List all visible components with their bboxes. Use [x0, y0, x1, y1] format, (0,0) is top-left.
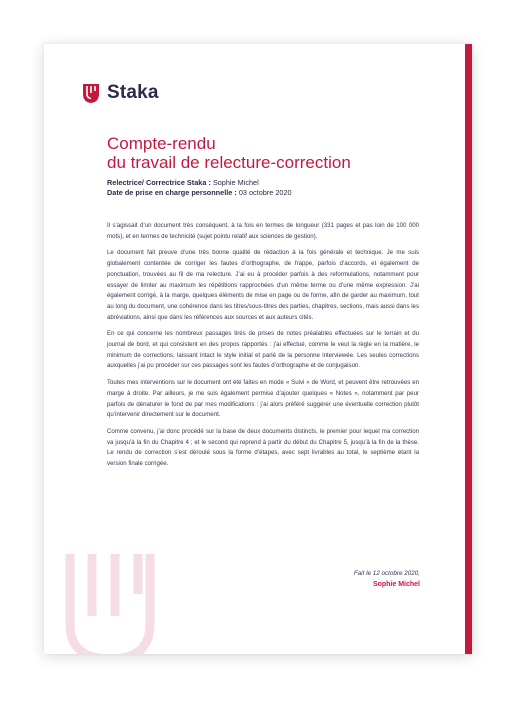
- paragraph: Il s’agissait d’un document très conséquent, à la fois en termes de longueur (331 pages et pas loin de 100 000 mots), et en termes de technicité (sujet pointu relatif aux sciences de gestion).: [107, 222, 419, 240]
- document-page: [44, 44, 472, 654]
- document-title: [107, 134, 427, 172]
- corrector-label: Relectrice/ Correctrice Staka :: [107, 178, 211, 187]
- paragraph: Comme convenu, j’ai donc procédé sur la base de deux documents distincts, le premier pour lequel ma correction va jusqu’à la fin du Chapitre 4 ; et le second qui reprend à partir du début du Chapitre 5, jusqu’à la fin de la thèse. Le rendu de correction s’est déroulé sous la forme d’étapes, avec sept livrables au total, le septième étant la version finale corrigée.: [107, 427, 419, 468]
- date-value: 03 octobre 2020: [238, 188, 292, 197]
- title-line-1: Compte-rendu: [107, 134, 216, 153]
- paragraph: En ce qui concerne les nombreux passages tirés de prises de notes préalables effectuées sur le terrain et du journal de bord, et qui consistent en des propos rapportés : j’ai effectué, comme le veut la règle en la matière, le minimum de corrections, laissant intact le style initial et parlé de la personne interviewée. Les seules corrections auxquelles j’ai pu procéder sur ces passages sont les fautes d’orthographe et de conjugaison.: [107, 330, 419, 370]
- signature-date: Fait le 12 octobre 2020,: [353, 570, 420, 577]
- paragraph: Le document fait preuve d’une très bonne qualité de rédaction à la fois générale et technique. Je me suis globalement contentée de corriger les fautes d’orthographe, de frappe, parfois d’accords, et également de ponctuation, trouvées au fil de ma relecture. J’ai eu à procéder parfois à des reformulations, notamment pour essayer de limiter au maximum les répétitions rapprochées d’un même terme ou d’une même expression. J’ai également corrigé, à la marge, quelques éléments de mise en page ou de forme, afin de garder au maximum, tout au long du document, une cohérence dans les titres/sous-titres des parties, chapitres, sections, mais aussi dans les abréviations, ainsi que dans les références aux sources et aux auteurs cités.: [107, 249, 419, 321]
- signature-block: [354, 568, 420, 590]
- title-line-2: du travail de relecture-correction: [107, 153, 351, 172]
- brand-name: Staka: [107, 82, 159, 103]
- corrector-row: [107, 178, 437, 188]
- paragraph: Toutes mes interventions sur le document ont été faites en mode « Suivi » de Word, et peuvent être retrouvées en marge à droite. Par ailleurs, je me suis également permise d’ajouter quelques « Notes », notamment par peur parfois de dénaturer le fond de par mes modifications : j’ai alors préféré suggérer une éventuelle correction plutôt qu’intervenir directement sur le document.: [107, 379, 419, 419]
- corrector-value: Sophie Michel: [212, 178, 259, 187]
- date-row: [107, 188, 437, 198]
- accent-bar: [465, 44, 472, 654]
- signature-name: Sophie Michel: [372, 581, 420, 588]
- staka-watermark-icon: [60, 554, 190, 654]
- date-label: Date de prise en charge personnelle :: [107, 188, 237, 197]
- staka-logo: [81, 82, 159, 104]
- document-meta: [107, 178, 437, 198]
- staka-shield-icon: [81, 82, 101, 104]
- document-body: [107, 221, 419, 476]
